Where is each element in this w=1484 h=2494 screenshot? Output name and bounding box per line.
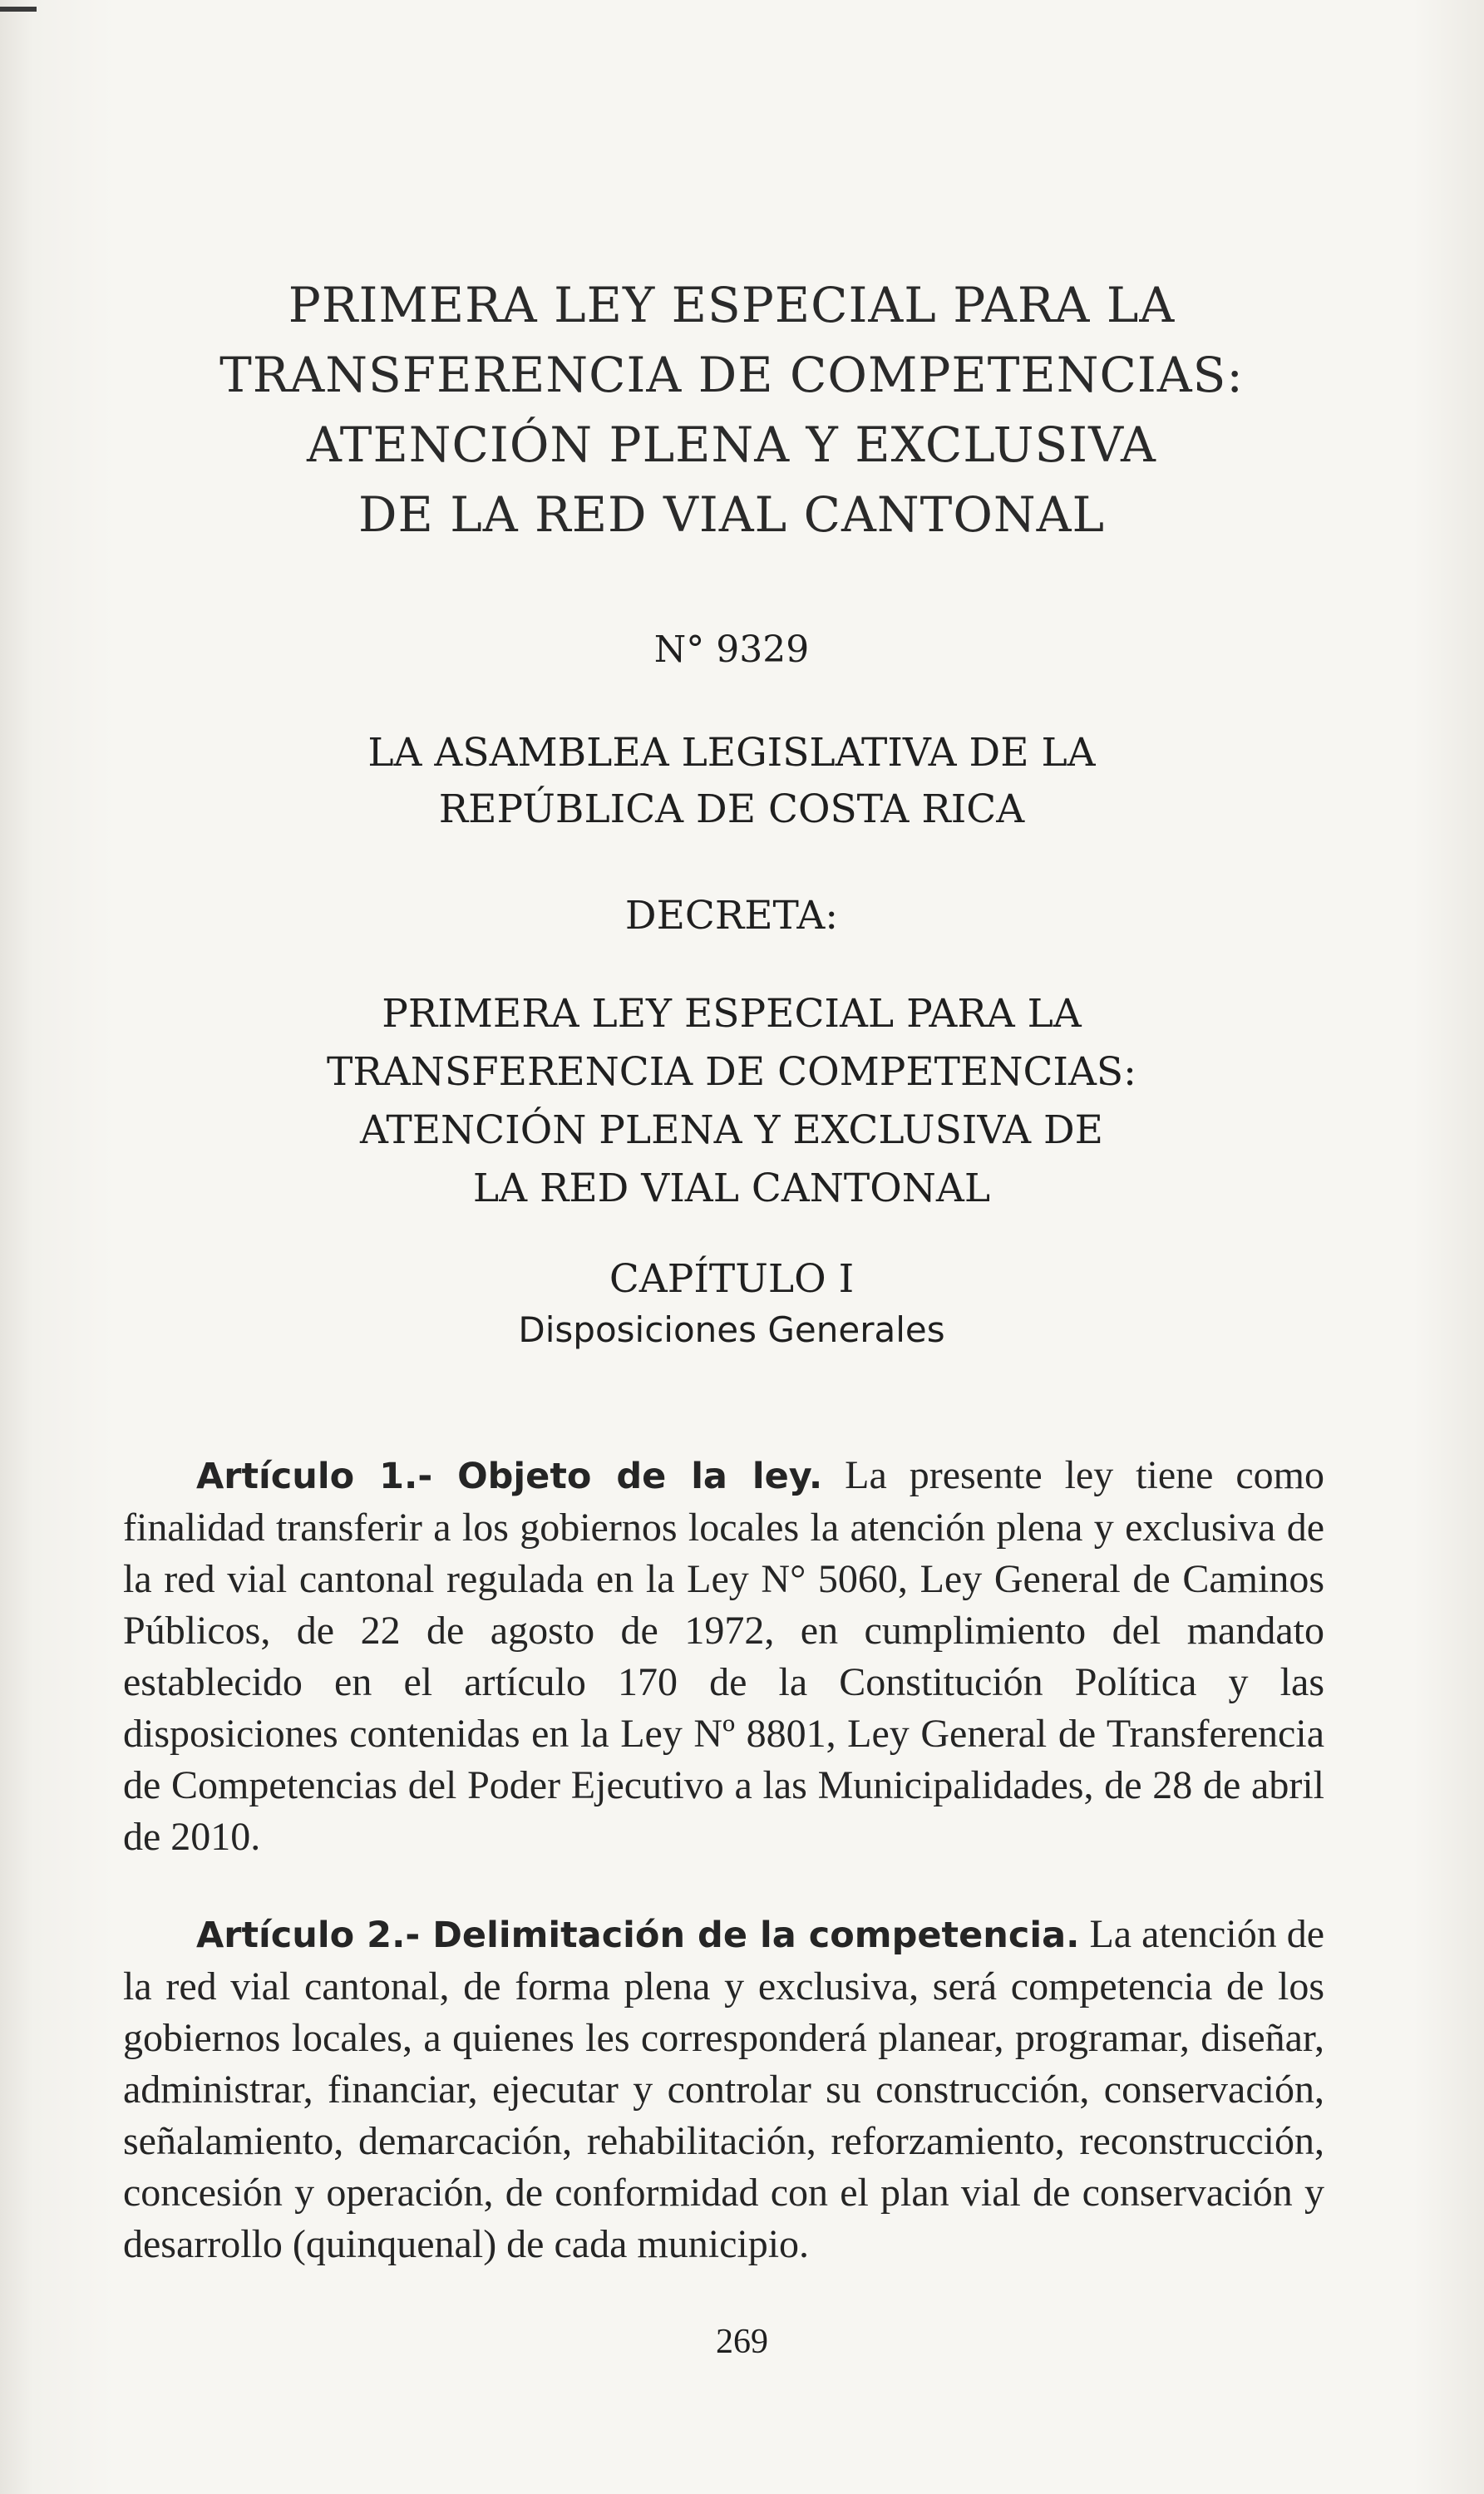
- law-title-line: PRIMERA LEY ESPECIAL PARA LA: [382, 991, 1082, 1037]
- article-2-body: La atención de la red vial cantonal, de forma plena y exclusiva, será competencia de los gobiernos locales, a quienes les corresponderá planear, programar, diseñar, administrar, financiar, ejecutar y controlar su construcción, conservación, señalamiento, demarcación, rehabilitación, reforzamiento, reconstrucción, concesión y operación, de conformidad con el plan vial de conservación y desarrollo (quinquenal) de cada municipio.: [123, 1912, 1325, 2266]
- assembly-line: REPÚBLICA DE COSTA RICA: [438, 786, 1025, 832]
- chapter-subtitle: Disposiciones Generales: [518, 1309, 945, 1350]
- article-2-heading: Artículo 2.- Delimitación de la competencia.: [196, 1915, 1080, 1956]
- main-title: [125, 270, 1339, 550]
- article-2: [123, 1909, 1324, 2270]
- article-1: [123, 1450, 1324, 1863]
- decree-heading: DECRETA:: [624, 893, 839, 939]
- article-1-heading: Artículo 1.- Objeto de la ley.: [196, 1456, 823, 1497]
- law-number: N° 9329: [653, 628, 810, 671]
- law-title-line: TRANSFERENCIA DE COMPETENCIAS:: [327, 1049, 1136, 1095]
- article-1-body: La presente ley tiene como finalidad transferir a los gobiernos locales la atención plena y exclusiva de la red vial cantonal regulada en la Ley N° 5060, Ley General de Caminos Públicos, de 22 de agosto de 1972, en cumplimiento del mandato establecido en el artículo 170 de la Constitución Política y las disposiciones contenidas en la Ley Nº 8801, Ley General de Transferencia de Competencias del Poder Ejecutivo a las Municipalidades, de 28 de abril de 2010.: [123, 1453, 1325, 1859]
- main-title-line: TRANSFERENCIA DE COMPETENCIAS:: [219, 347, 1244, 403]
- page-number: 269: [716, 2323, 768, 2361]
- law-title: [125, 985, 1339, 1218]
- main-title-line: DE LA RED VIAL CANTONAL: [357, 486, 1106, 543]
- assembly-line: LA ASAMBLEA LEGISLATIVA DE LA: [367, 730, 1096, 776]
- law-title-line: ATENCIÓN PLENA Y EXCLUSIVA DE: [360, 1107, 1103, 1153]
- chapter-label: CAPÍTULO I: [609, 1256, 855, 1302]
- law-title-line: LA RED VIAL CANTONAL: [472, 1166, 991, 1211]
- main-title-line: PRIMERA LEY ESPECIAL PARA LA: [288, 277, 1176, 333]
- main-title-line: ATENCIÓN PLENA Y EXCLUSIVA: [307, 416, 1156, 473]
- page-edge-mark: [0, 7, 37, 12]
- assembly-heading: [125, 725, 1339, 838]
